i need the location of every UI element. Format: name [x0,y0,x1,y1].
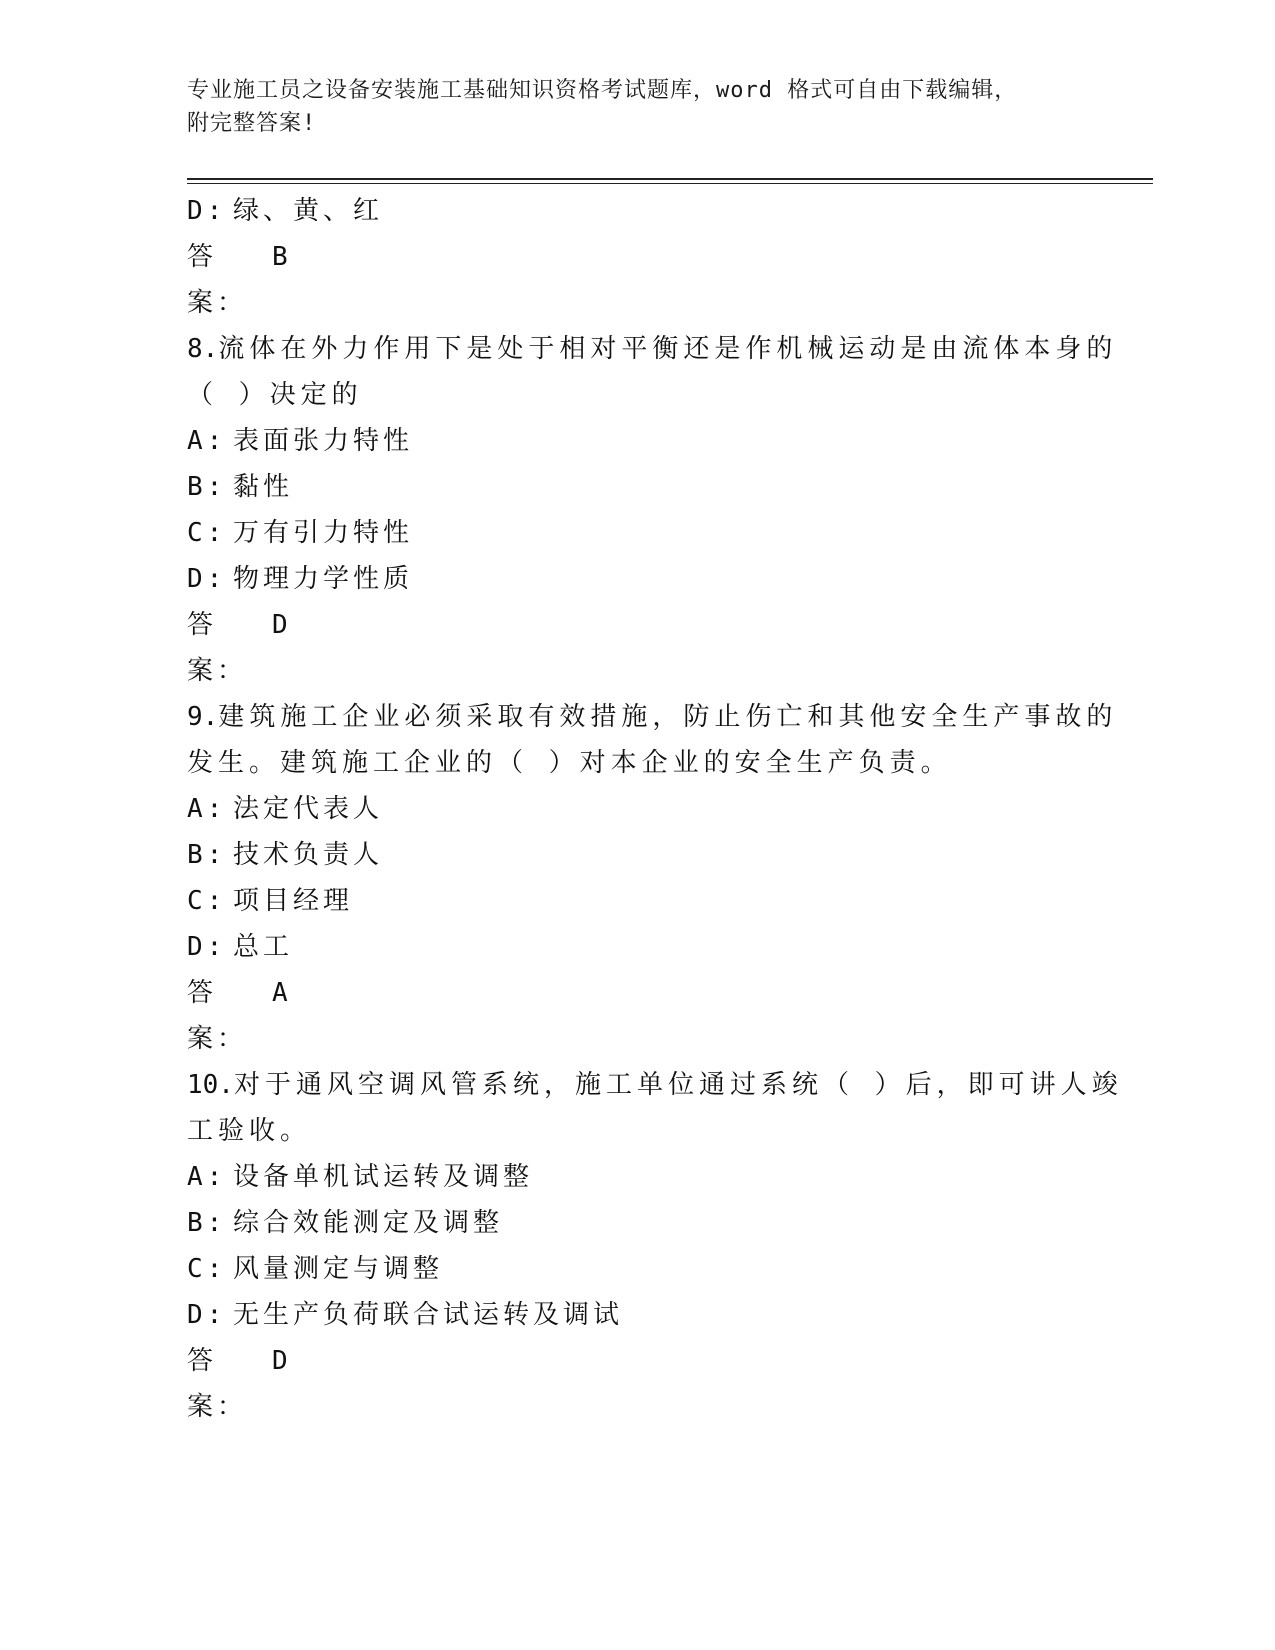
question-9 [187,694,1118,1054]
answer-line [187,1338,1067,1422]
option-d [187,924,1067,970]
answer-label: 答案： [187,1346,248,1422]
option-text: 风量测定与调整 [233,1254,444,1284]
question-text: 对于通风空调风管系统，施工单位通过系统（ ）后，即可讲人竣 [233,1070,1123,1100]
option-text: 黏性 [233,472,294,502]
question-stem-line-1 [187,326,1118,372]
option-letter: D: [187,932,227,962]
option-letter: C: [187,1254,227,1284]
spacer [187,280,1067,326]
option-text: 物理力学性质 [233,564,414,594]
option-letter: C: [187,518,227,548]
option-d [187,188,1067,234]
option-letter: A: [187,1162,227,1192]
question-10 [187,1062,1123,1422]
answer-line [187,602,1067,686]
answer-label: 答案： [187,242,248,318]
question-text: 流体在外力作用下是处于相对平衡还是作机械运动是由流体本身的 [218,334,1118,364]
option-letter: D: [187,1300,227,1330]
answer-value: D [272,610,292,640]
question-8 [187,326,1118,686]
header-divider-thin [187,183,1153,184]
header-line-2: 附完整答案! [187,111,317,136]
option-letter: B: [187,472,227,502]
option-b [187,464,1067,510]
option-text: 技术负责人 [233,840,384,870]
option-letter: B: [187,840,227,870]
option-text: 无生产负荷联合试运转及调试 [233,1300,624,1330]
answer-line [187,234,1067,318]
option-c [187,510,1067,556]
option-text: 设备单机试运转及调整 [233,1162,534,1192]
question-number: 9. [187,702,219,732]
option-a [187,786,1067,832]
header-line-1: 专业施工员之设备安装施工基础知识资格考试题库，word 格式可自由下载编辑， [187,78,1018,103]
option-letter: A: [187,426,227,456]
answer-line [187,970,1067,1054]
question-stem-line-2: 工验收。 [187,1116,312,1146]
option-letter: D: [187,196,227,226]
question-stem-line-1 [187,694,1118,740]
answer-label: 答案： [187,610,248,686]
document-body [187,188,1123,1422]
option-a [187,418,1067,464]
option-d [187,556,1067,602]
answer-label: 答案： [187,978,248,1054]
question-stem-line-2: （ ）决定的 [187,380,363,410]
option-text: 项目经理 [233,886,354,916]
answer-value: B [272,242,292,272]
option-letter: C: [187,886,227,916]
option-text: 绿、黄、红 [233,196,384,226]
option-text: 法定代表人 [233,794,384,824]
option-letter: D: [187,564,227,594]
answer-value: A [272,978,292,1008]
option-text: 万有引力特性 [233,518,414,548]
option-c [187,1246,1067,1292]
spacer [187,648,1067,694]
question-stem-line-2: 发生。建筑施工企业的（ ）对本企业的安全生产负责。 [187,748,952,778]
page-header [187,74,1087,140]
option-letter: B: [187,1208,227,1238]
option-text: 总工 [233,932,294,962]
option-text: 综合效能测定及调整 [233,1208,504,1238]
option-c [187,878,1067,924]
option-a [187,1154,1067,1200]
question-text: 建筑施工企业必须采取有效措施，防止伤亡和其他安全生产事故的 [218,702,1118,732]
option-text: 表面张力特性 [233,426,414,456]
option-d [187,1292,1067,1338]
option-letter: A: [187,794,227,824]
option-b [187,832,1067,878]
spacer [187,1016,1067,1062]
answer-value: D [272,1346,292,1376]
question-number: 10. [187,1070,234,1100]
header-divider-thick [187,178,1153,180]
question-number: 8. [187,334,219,364]
option-b [187,1200,1067,1246]
question-stem-line-1 [187,1062,1123,1108]
